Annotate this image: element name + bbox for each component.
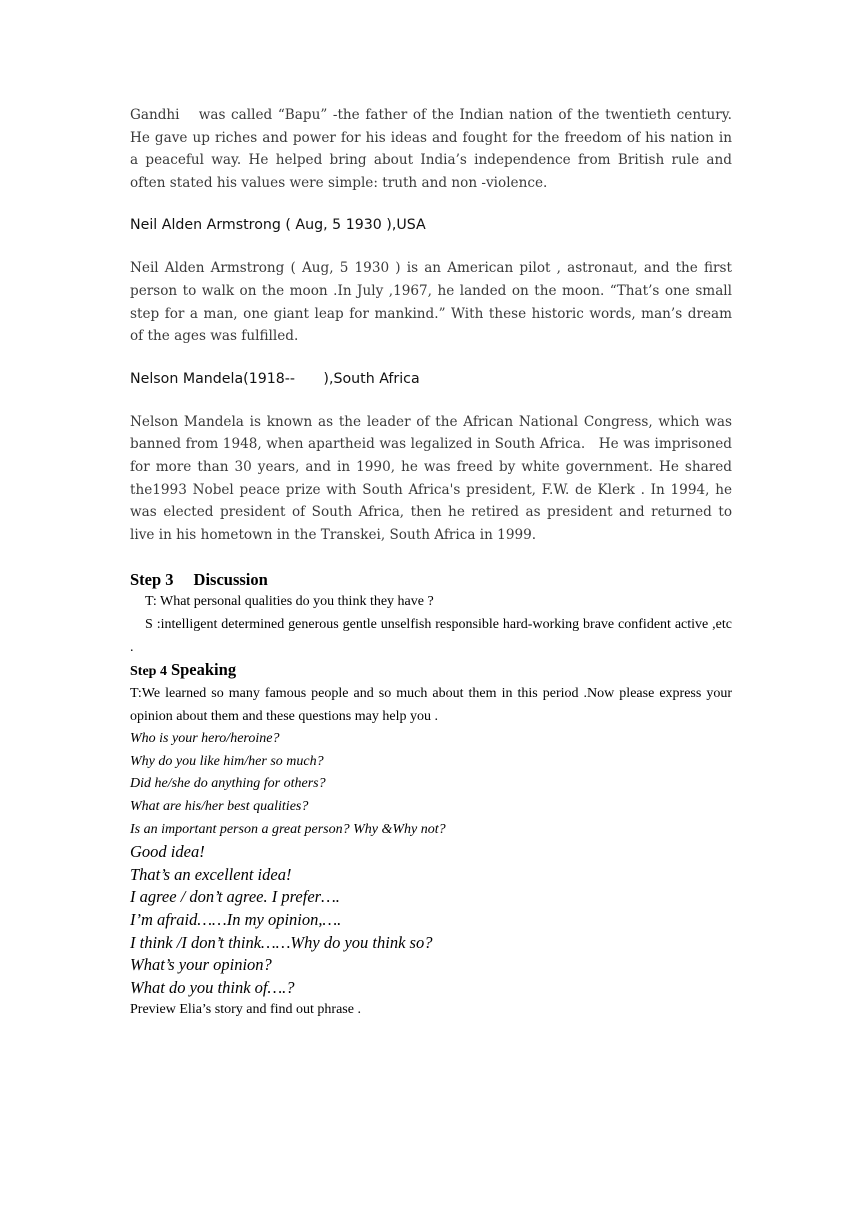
question-item: Did he/she do anything for others? <box>130 776 326 792</box>
phrase-item: I’m afraid……In my opinion,…. <box>130 910 342 930</box>
question-item: What are his/her best qualities? <box>130 799 309 815</box>
armstrong-paragraph: Neil Alden Armstrong ( Aug, 5 1930 ) is an American pilot , astronaut, and the first person to walk on the moon .In July ,1967, he landed on the moon. “That’s one small step for a man, one giant leap for mankind.” With these historic words, man’s dream of the ages was fulfilled. <box>130 260 732 345</box>
phrase-item: What’s your opinion? <box>130 955 272 975</box>
step4-intro: T:We learned so many famous people and so much about them in this period .Now please express your opinion about them and these questions may help you . <box>130 686 732 724</box>
gandhi-paragraph: Gandhi was called “Bapu” -the father of the Indian nation of the twentieth century. He gave up riches and power for his ideas and fought for the freedom of his nation in a peaceful way. He helped bring about India’s independence from British rule and often stated his values were simple: truth and non -violence. <box>130 107 732 191</box>
step3-heading <box>130 569 732 591</box>
phrase-item: Good idea! <box>130 842 205 862</box>
question-item: Who is your hero/heroine? <box>130 731 280 747</box>
phrase-item: I think /I don’t think……Why do you think so? <box>130 932 433 952</box>
phrase-item: What do you think of….? <box>130 977 295 997</box>
step4-label: Step 4 <box>130 664 167 680</box>
document-page <box>130 104 732 1022</box>
step3-question: T: What personal qualities do you think they have ? <box>145 594 434 610</box>
step4-heading <box>130 659 732 683</box>
question-list <box>130 728 732 841</box>
step3-title: Discussion <box>193 570 268 590</box>
phrase-item: That’s an excellent idea! <box>130 864 292 884</box>
step3-label: Step 3 <box>130 570 174 590</box>
question-item: Is an important person a great person? Why &Why not? <box>130 821 446 837</box>
step3-answer: S :intelligent determined generous gentle unselfish responsible hard-working brave confident active ,etc . <box>130 616 732 655</box>
phrase-item: I agree / don’t agree. I prefer…. <box>130 887 340 907</box>
mandela-heading: Nelson Mandela(1918-- ),South Africa <box>130 370 420 387</box>
armstrong-heading: Neil Alden Armstrong ( Aug, 5 1930 ),USA <box>130 217 426 234</box>
question-item: Why do you like him/her so much? <box>130 753 324 769</box>
phrase-list <box>130 841 732 999</box>
mandela-paragraph: Nelson Mandela is known as the leader of the African National Congress, which was banned from 1948, when apartheid was legalized in South Africa. He was imprisoned for more than 30 years, and in 1990, he was freed by white government. He shared the1993 Nobel peace prize with South Africa's president, F.W. de Klerk . In 1994, he was elected president of South Africa, then he retired as president and returned to live in his hometown in the Transkei, South Africa in 1999. <box>130 413 732 543</box>
step4-title: Speaking <box>170 660 237 680</box>
closing-instruction: Preview Elia’s story and find out phrase . <box>130 1002 361 1018</box>
